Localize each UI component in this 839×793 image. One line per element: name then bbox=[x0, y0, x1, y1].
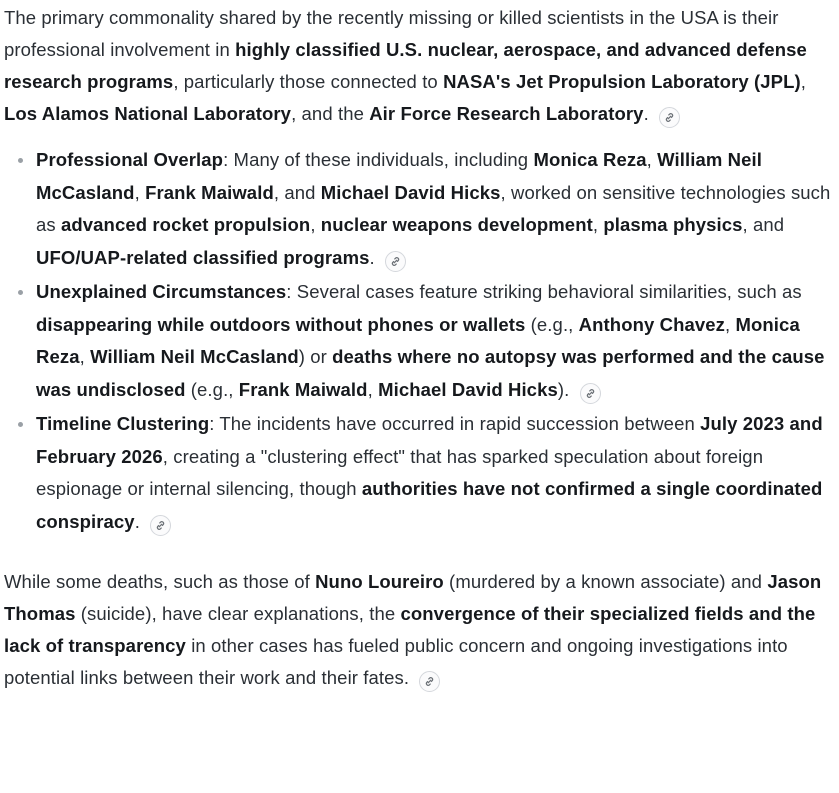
list-item-text: Timeline Clustering: The incidents have occurred in rapid succession between July 2023 and February 2026, creating a "clustering effect" that has sparked speculation about foreign espionage or internal silencing, though authorities have not confirmed a single coordinated conspiracy. bbox=[36, 413, 823, 532]
citation-link-icon[interactable] bbox=[385, 251, 406, 272]
list-item bbox=[4, 408, 835, 538]
list-item bbox=[4, 276, 835, 406]
list-item-text: Unexplained Circumstances: Several cases feature striking behavioral similarities, such as disappearing while outdoors without phones or wallets (e.g., Anthony Chavez, Monica Reza, William Neil McCasland) or deaths where no autopsy was performed and the cause was undisclosed (e.g., Frank Maiwald, Michael David Hicks). bbox=[36, 281, 825, 400]
citation-link-icon[interactable] bbox=[659, 107, 680, 128]
citation-link-icon[interactable] bbox=[150, 515, 171, 536]
citation-link-icon[interactable] bbox=[580, 383, 601, 404]
intro-paragraph bbox=[4, 2, 835, 130]
citation-link-icon[interactable] bbox=[419, 671, 440, 692]
closing-text: While some deaths, such as those of Nuno Loureiro (murdered by a known associate) and Jason Thomas (suicide), have clear explanations, the convergence of their specialized fields and the lack of transparency in other cases has fueled public concern and ongoing investigations into potential links between their work and their fates. bbox=[4, 571, 822, 688]
closing-paragraph bbox=[4, 566, 835, 694]
intro-text: The primary commonality shared by the recently missing or killed scientists in the USA is their professional involvement in highly classified U.S. nuclear, aerospace, and advanced defense research programs, particularly those connected to NASA's Jet Propulsion Laboratory (JPL), Los Alamos National Laboratory, and the Air Force Research Laboratory. bbox=[4, 7, 807, 124]
commonality-list bbox=[4, 144, 835, 538]
list-item-text: Professional Overlap: Many of these individuals, including Monica Reza, William Neil McCasland, Frank Maiwald, and Michael David Hicks, worked on sensitive technologies such as advanced rocket propulsion, nuclear weapons development, plasma physics, and UFO/UAP-related classified programs. bbox=[36, 149, 831, 268]
answer-body bbox=[0, 2, 839, 694]
list-item bbox=[4, 144, 835, 274]
